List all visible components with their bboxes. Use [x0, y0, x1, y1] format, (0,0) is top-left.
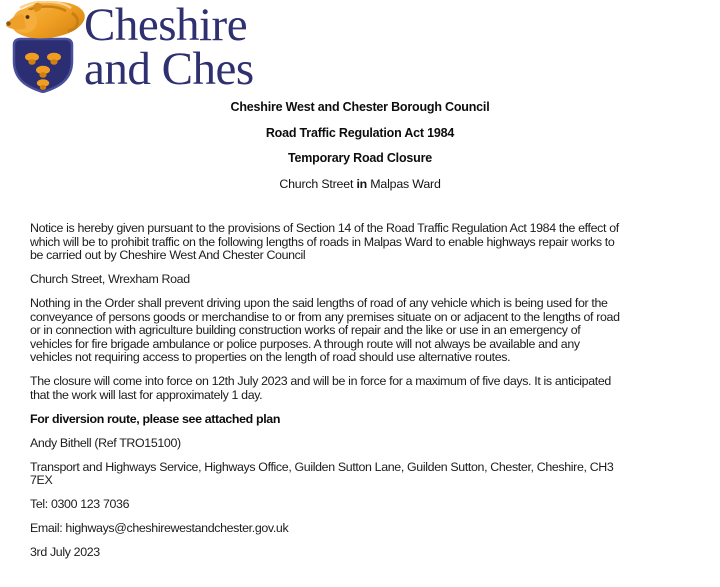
notice-paragraph — [30, 222, 700, 263]
location-prefix: Church Street — [279, 176, 357, 191]
text-line: The closure will come into force on 12th July 2023 and will be in force for a maximum of five days. It is anticipated — [30, 374, 611, 388]
text-line: conveyance of persons goods or merchandise to or from any premises situate on or adjacent to the lengths of road — [30, 309, 620, 324]
logo-text-line2: and Ches — [84, 43, 254, 95]
heading-closure-type: Temporary Road Closure — [287, 151, 432, 165]
council-crest-icon — [2, 1, 86, 93]
text-line: be carried out by Cheshire West And Chester Council — [30, 248, 306, 262]
text-line: that the work will last for approximately 1 day. — [30, 387, 263, 402]
text-line: vehicles not requiring access to properties on the length of road should use alternative routes. — [30, 350, 511, 364]
text-line: 7EX — [30, 473, 53, 487]
text-line: vehicles for fire brigade ambulance or police purposes. A through route will not always be available and any — [30, 336, 580, 351]
heading-council-name: Cheshire West and Chester Borough Council — [230, 100, 490, 114]
text-line: which will be to prohibit traffic on the following lengths of roads in Malpas Ward to enable highways repair works to — [30, 234, 615, 249]
heading-act: Road Traffic Regulation Act 1984 — [265, 125, 455, 140]
location-suffix: Malpas Ward — [367, 176, 441, 191]
roads-list: Church Street, Wrexham Road — [30, 272, 190, 286]
heading-location — [0, 178, 720, 192]
council-logo — [0, 0, 268, 96]
exemptions-paragraph — [30, 297, 700, 365]
location-bold-word: in — [356, 176, 368, 191]
text-line: Transport and Highways Service, Highways Office, Guilden Sutton Lane, Guilden Sutton, Chester, Cheshire, CH3 — [30, 459, 614, 474]
crest-lion-icon — [6, 1, 86, 42]
contact-email: Email: highways@cheshirewestandchester.gov.uk — [30, 521, 289, 535]
notice-body — [0, 222, 720, 560]
text-line: Notice is hereby given pursuant to the provisions of Section 14 of the Road Traffic Regulation Act 1984 the effect of — [30, 221, 619, 235]
contact-tel: Tel: 0300 123 7036 — [30, 497, 130, 511]
closure-dates-paragraph — [30, 375, 700, 402]
text-line: Nothing in the Order shall prevent driving upon the said lengths of road of any vehicle which is being used for the — [30, 296, 608, 310]
diversion-note: For diversion route, please see attached plan — [30, 411, 281, 426]
notice-date: 3rd July 2023 — [30, 545, 100, 559]
contact-name: Andy Bithell (Ref TRO15100) — [30, 435, 181, 450]
text-line: or in connection with agriculture building construction works of repair and the like or use in an emergency of — [30, 323, 581, 337]
council-logo-text — [84, 3, 268, 95]
contact-address — [30, 461, 700, 488]
logo-text-line1: Cheshire — [84, 3, 248, 51]
